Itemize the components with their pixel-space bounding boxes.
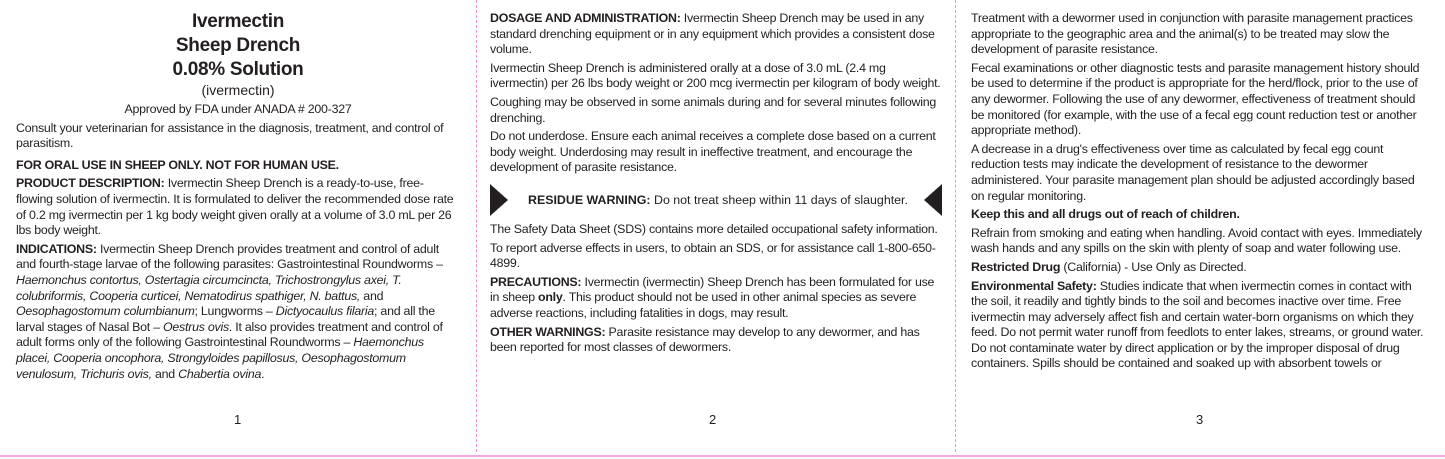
dosage-text: Ivermectin Sheep Drench may be used in any standard drenching equipment or in any equipment which provides a consistent dose volume. (490, 11, 935, 57)
label-panel-2 (478, 0, 954, 452)
arrow-left-icon (924, 184, 942, 216)
coughing-paragraph: Coughing may be observed in some animals during and for several minutes following drenching. (490, 94, 937, 125)
label-panel-1 (0, 0, 476, 452)
indications-text-5: . It also provides treatment and control of adult forms only of the following Gastrointestinal Roundworms – (16, 319, 443, 350)
indications-species-6: Chabertia ovina (178, 366, 262, 381)
product-title-line-3: 0.08% Solution (172, 59, 304, 80)
precautions-text-1: Ivermectin (ivermectin) Sheep Drench has been formulated for use in sheep (490, 274, 935, 305)
indications-text-4: ; and all the larval stages of Nasal Bot – (16, 304, 435, 334)
fecal-exam-paragraph: Fecal examinations or other diagnostic tests and parasite management history should be used to determine if the product is appropriate for the herd/flock, prior to the use of any dewormer. Following the use of any dewormer, effectiveness of treatment should be monitored (for example, with the use of a fecal egg count reduction test or another appropriate method). (971, 60, 1420, 138)
restricted-drug (971, 260, 1431, 276)
restricted-drug-label: Restricted Drug (971, 259, 1061, 274)
precautions (490, 275, 942, 322)
other-warnings (490, 325, 942, 356)
indications-species-2: Oesophagostomum columbianum (16, 304, 195, 319)
indications-label: INDICATIONS: (16, 241, 97, 256)
environmental-safety-text: Studies indicate that when ivermectin comes in contact with the soil, it readily and tightly binds to the soil and becomes inactive over time. Free ivermectin may adversely affect fish and certain water-born organisms on which they feed. Do not permit water runoff from feedlots to enter lakes, streams, or ground water. Do not contaminate water by direct application or by the improper disposal of drug containers. Spills should be contained and soaked up with absorbent towels or (971, 278, 1424, 371)
generic-name: (ivermectin) (201, 82, 275, 98)
decrease-paragraph: A decrease in a drug's effectiveness over time as calculated by fecal egg count reduction tests may indicate the development of resistance to the dewormer administered. Your parasite management plan should be adjusted accordingly based on regular monitoring. (971, 141, 1415, 203)
product-description-label: PRODUCT DESCRIPTION: (16, 176, 165, 191)
page-number-2: 2 (709, 412, 717, 427)
arrow-right-icon (490, 184, 508, 216)
fda-approval: Approved by FDA under ANADA # 200-327 (124, 102, 352, 116)
precautions-only: only (538, 290, 563, 305)
indications-species-4: Oestrus ovis (163, 319, 229, 334)
restricted-drug-text: (California) - Use Only as Directed. (1060, 259, 1247, 274)
residue-warning-box (490, 184, 942, 216)
product-title-line-1: Ivermectin (191, 11, 285, 32)
residue-warning-text: Do not treat sheep within 11 days of slaughter. (650, 192, 908, 207)
consult-paragraph: Consult your veterinarian for assistance in the diagnosis, treatment, and control of parasitism. (16, 120, 444, 151)
refrain-paragraph: Refrain from smoking and eating when handling. Avoid contact with eyes. Immediately wash hands and any spills on the skin with plenty of soap and water following use. (971, 225, 1422, 256)
label-panel-3 (956, 0, 1445, 452)
report-paragraph: To report adverse effects in users, to obtain an SDS, or for assistance call 1-800-650-4899. (490, 240, 936, 271)
dosage-label: DOSAGE AND ADMINISTRATION: (490, 11, 681, 25)
product-description-text: Ivermectin Sheep Drench is a ready-to-use, free-flowing solution of ivermectin. It is formulated to deliver the recommended dose rate of 0.2 mg ivermectin per 1 kg body weight given orally at a volume of 3.0 mL per 26 lbs body weight. (16, 176, 454, 238)
indications-text-2: and (360, 288, 384, 303)
oral-use-warning: FOR ORAL USE IN SHEEP ONLY. NOT FOR HUMAN USE. (16, 157, 339, 172)
indications-text-3: ; Lungworms – (194, 304, 276, 319)
bottom-rule (0, 455, 1445, 457)
page-number-3: 3 (1196, 412, 1204, 427)
indications-species-1: Haemonchus contortus, Ostertagia circumcincta, Trichostrongylus axei, T. colubriformis, Cooperia curticei, Nematodirus spathiger, N. battus, (16, 272, 402, 303)
dose-paragraph: Ivermectin Sheep Drench is administered orally at a dose of 3.0 mL (2.4 mg ivermectin) per 26 lbs body weight or 200 mcg ivermectin per kilogram of body weight. (490, 60, 941, 91)
other-warnings-text: Parasite resistance may develop to any dewormer, and has been reported for most classes of dewormers. (490, 324, 920, 355)
precautions-label: PRECAUTIONS: (490, 274, 582, 289)
other-warnings-label: OTHER WARNINGS: (490, 324, 606, 339)
treatment-paragraph: Treatment with a dewormer used in conjunction with parasite management practices appropriate to the geographic area and the animal(s) to be treated may slow the development of parasite resistance. (971, 11, 1413, 57)
underdose-paragraph: Do not underdose. Ensure each animal receives a complete dose based on a current body weight. Underdosing may result in ineffective treatment, and encourage the development of parasite resistance. (490, 129, 936, 175)
sds-paragraph: The Safety Data Sheet (SDS) contains more detailed occupational safety information. (490, 221, 938, 236)
indications-text-7: . (261, 366, 265, 381)
panel-divider-1 (476, 0, 477, 452)
product-description (16, 176, 460, 238)
product-title-line-2: Sheep Drench (175, 35, 301, 56)
precautions-text-2: . This product should not be used in other animal species as severe adverse reactions, including fatalities in dogs, may result. (490, 290, 917, 320)
page-number-1: 1 (234, 412, 242, 427)
indications-text-6: and (151, 366, 179, 381)
residue-warning-label: RESIDUE WARNING: (528, 192, 651, 207)
residue-warning (528, 184, 908, 216)
environmental-safety-label: Environmental Safety: (971, 278, 1097, 293)
indications-species-5: Haemonchus placei, Cooperia oncophora, Strongyloides papillosus, Oesophagostomum venulosum, Trichuris ovis, (16, 335, 424, 381)
keep-out-of-reach: Keep this and all drugs out of reach of children. (971, 207, 1240, 222)
indications-text-1: Ivermectin Sheep Drench provides treatment and control of adult and fourth-stage larvae of the following parasites: Gastrointestinal Roundworms – (16, 241, 443, 272)
indications-species-3: Dictyocaulus filaria (275, 304, 375, 319)
indications (16, 242, 460, 382)
environmental-safety (971, 279, 1431, 373)
dosage-administration (490, 11, 942, 58)
